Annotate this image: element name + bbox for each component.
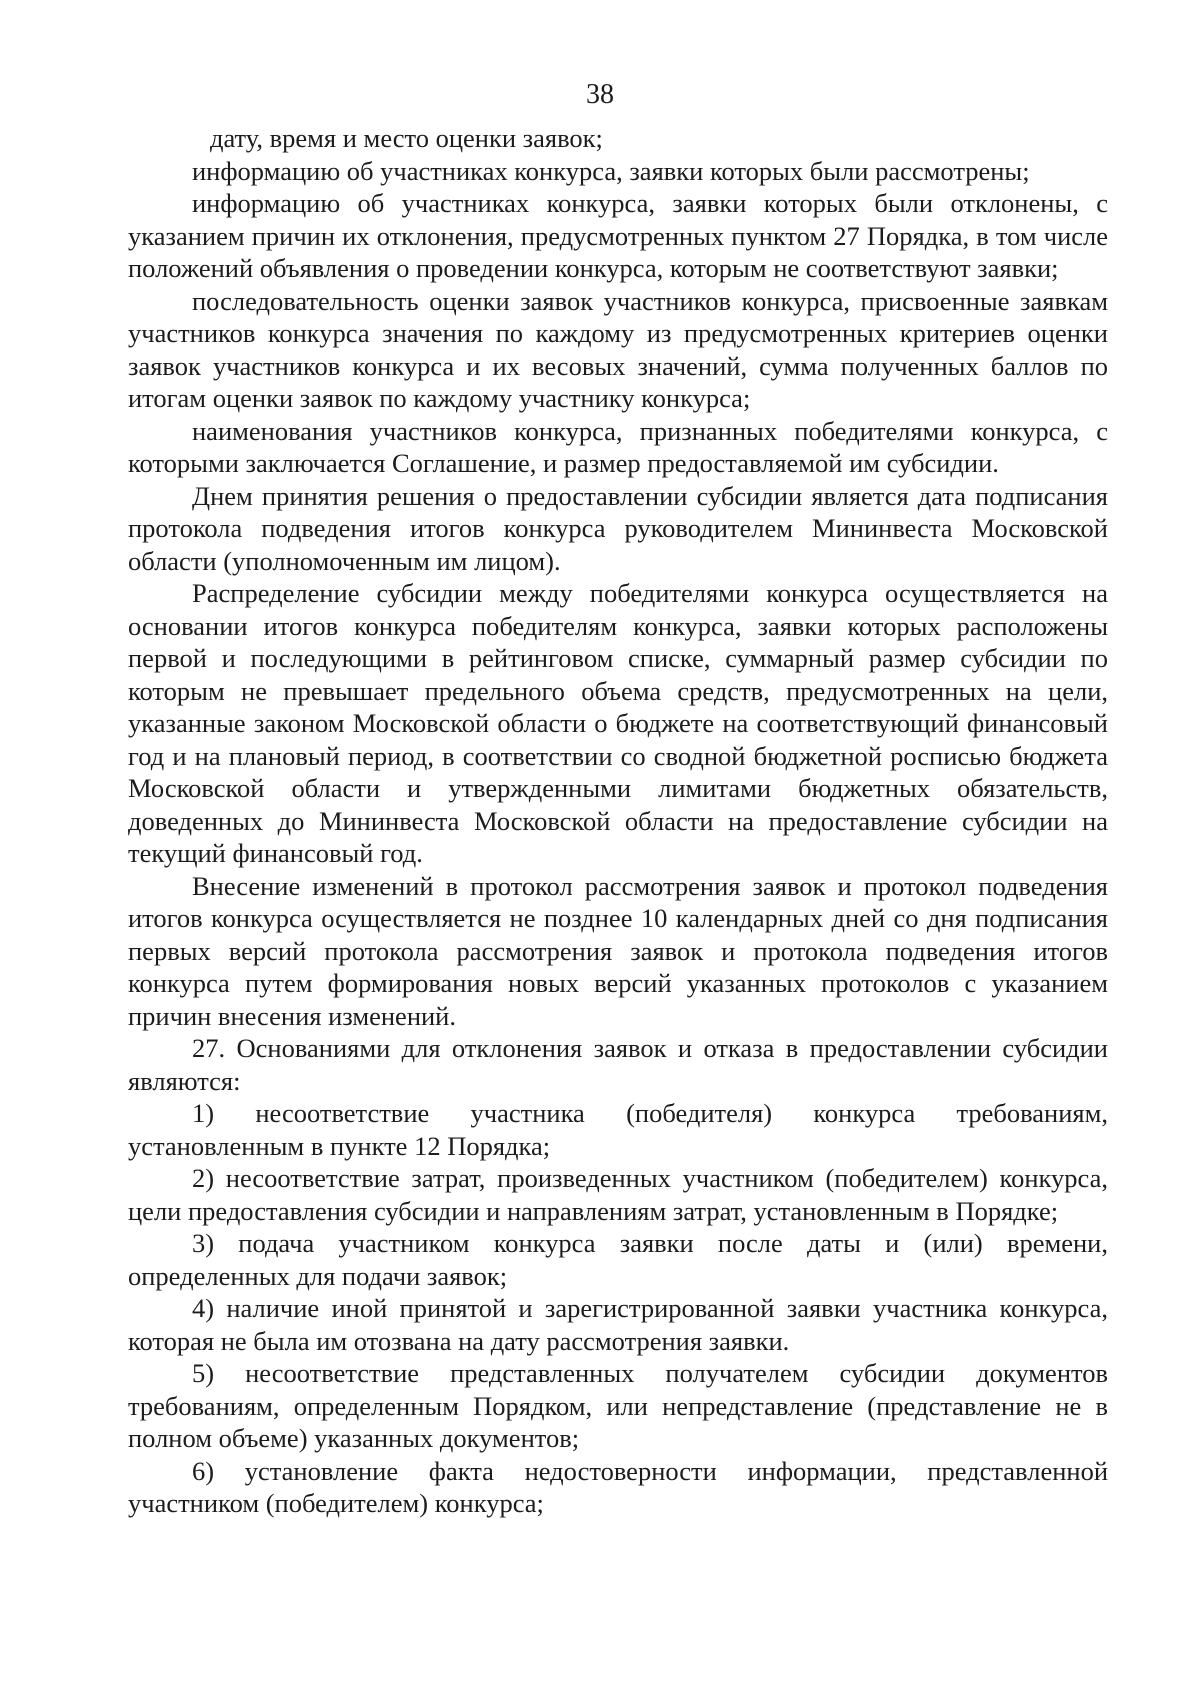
paragraph: дату, время и место оценки заявок; bbox=[210, 123, 603, 153]
paragraph: последовательность оценки заявок участников конкурса, присвоенные заявкам участников конкурса значения по каждому из предусмотренных критериев оценки заявок участников конкурса и их весовых значений, сумма полученных баллов по итогам оценки заявок по каждому участнику конкурса; bbox=[128, 285, 1108, 413]
list-item: 3) подача участником конкурса заявки после даты и (или) времени, определенных для подачи заявок; bbox=[128, 1228, 1108, 1291]
page-number: 38 bbox=[586, 79, 614, 110]
paragraph: 27. Основаниями для отклонения заявок и отказа в предоставлении субсидии являются: bbox=[128, 1033, 1108, 1096]
paragraph: Внесение изменений в протокол рассмотрения заявок и протокол подведения итогов конкурса осуществляется не позднее 10 календарных дней со дня подписания первых версий протокола рассмотрения заявок и протокола подведения итогов конкурса путем формирования новых версий указанных протоколов с указанием причин внесения изменений. bbox=[128, 870, 1108, 1031]
paragraph: Распределение субсидии между победителями конкурса осуществляется на основании итогов конкурса победителям конкурса, заявки которых расположены первой и последующими в рейтинговом списке, суммарный размер субсидии по которым не превышает предельного объема средств, предусмотренных на цели, указанные законом Московской области о бюджете на соответствующий финансовый год и на плановый период, в соответствии со сводной бюджетной росписью бюджета Московской области и утвержденными лимитами бюджетных обязательств, доведенных до Мининвеста Московской области на предоставление субсидии на текущий финансовый год. bbox=[128, 578, 1108, 868]
paragraph: Днем принятия решения о предоставлении субсидии является дата подписания протокола подведения итогов конкурса руководителем Мининвеста Московской области (уполномоченным им лицом). bbox=[128, 480, 1108, 576]
document-body bbox=[128, 122, 1108, 1520]
paragraph: информацию об участниках конкурса, заявки которых были отклонены, с указанием причин их отклонения, предусмотренных пунктом 27 Порядка, в том числе положений объявления о проведении конкурса, которым не соответствуют заявки; bbox=[128, 188, 1108, 283]
paragraph: информацию об участниках конкурса, заявки которых были рассмотрены; bbox=[192, 155, 1030, 186]
list-item: 5) несоответствие представленных получателем субсидии документов требованиям, определенным Порядком, или непредставление (представление не в полном объеме) указанных документов; bbox=[128, 1358, 1108, 1453]
list-item: 2) несоответствие затрат, произведенных участником (победителем) конкурса, цели предоставления субсидии и направлениям затрат, установленным в Порядке; bbox=[128, 1163, 1108, 1226]
paragraph: наименования участников конкурса, признанных победителями конкурса, с которыми заключается Соглашение, и размер предоставляемой им субсидии. bbox=[128, 415, 1108, 478]
list-item: 6) установление факта недостоверности информации, представленной участником (победителем) конкурса; bbox=[128, 1455, 1108, 1518]
list-item: 1) несоответствие участника (победителя) конкурса требованиям, установленным в пункте 12 Порядка; bbox=[128, 1098, 1108, 1161]
list-item: 4) наличие иной принятой и зарегистрированной заявки участника конкурса, которая не была им отозвана на дату рассмотрения заявки. bbox=[128, 1293, 1108, 1356]
